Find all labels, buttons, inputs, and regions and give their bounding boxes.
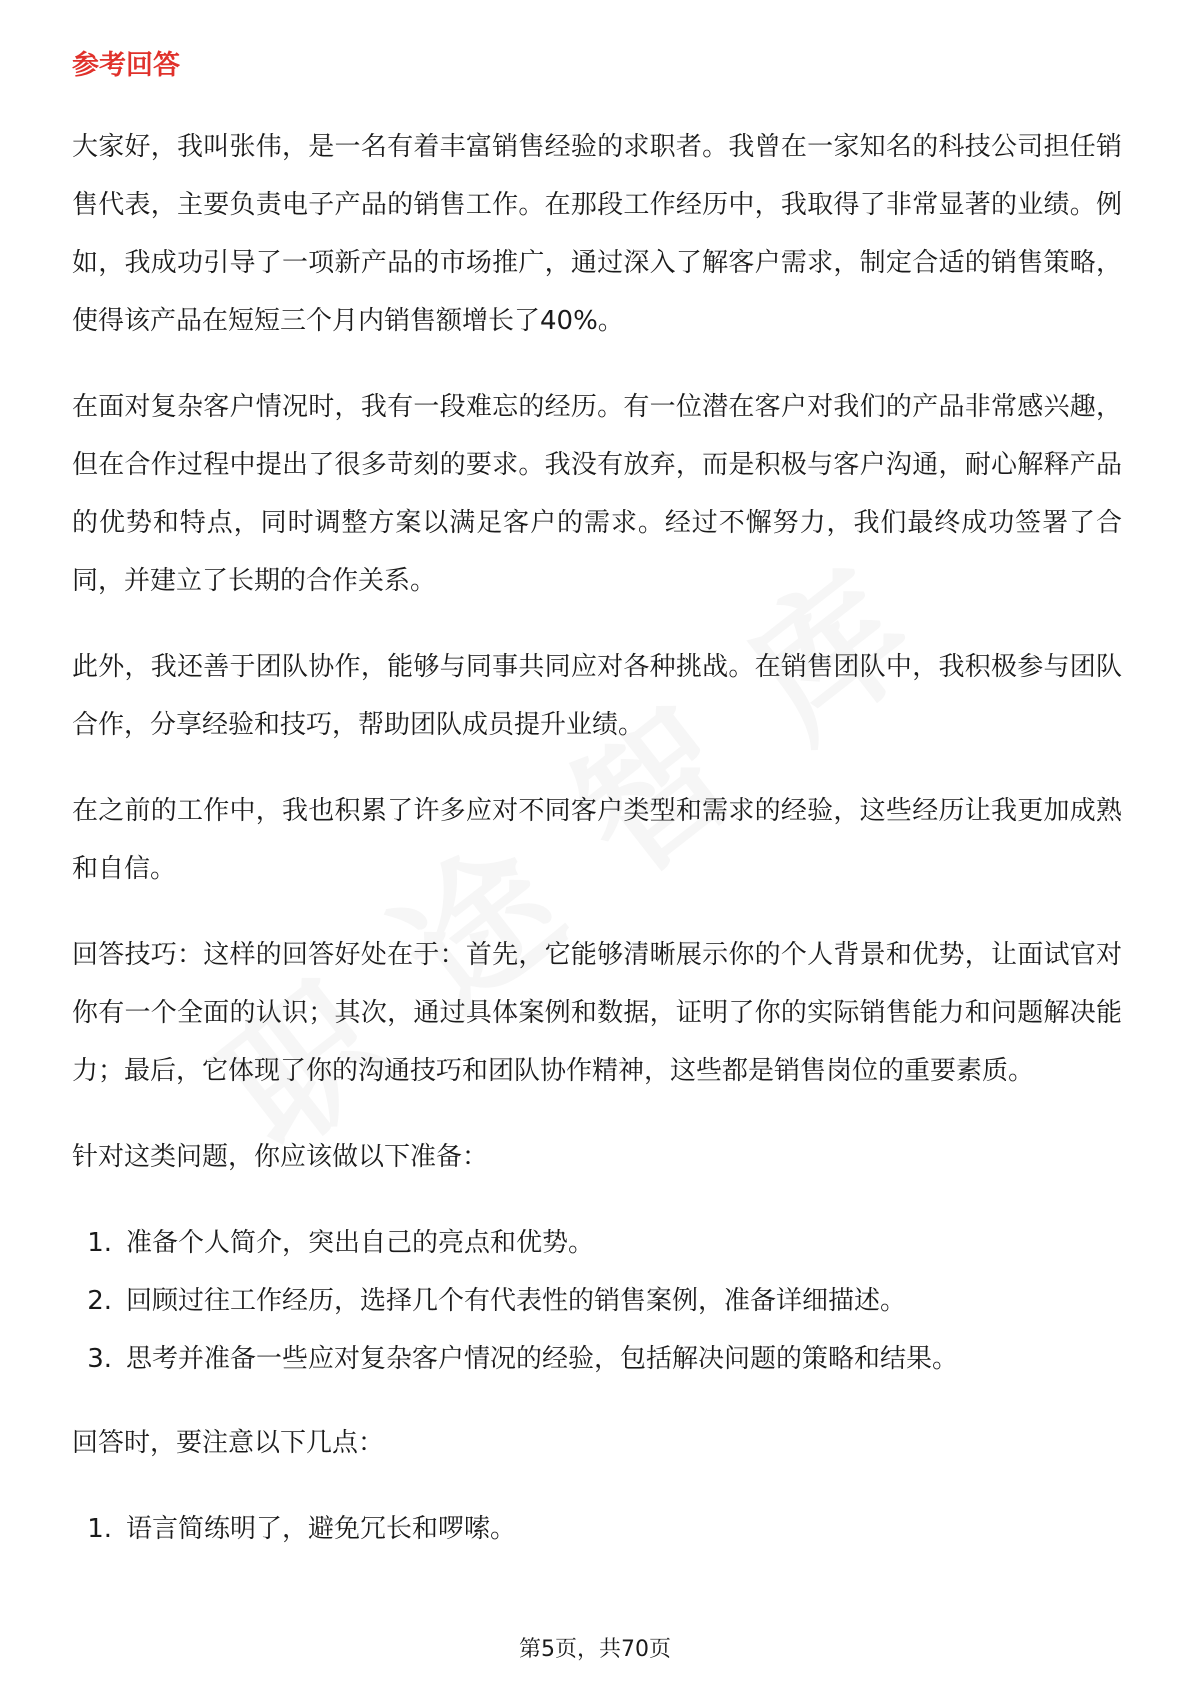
paragraph-experience: 在之前的工作中，我也积累了许多应对不同客户类型和需求的经验，这些经历让我更加成熟和自信。 bbox=[72, 796, 1122, 884]
paragraph-complex-client: 在面对复杂客户情况时，我有一段难忘的经历。有一位潜在客户对我们的产品非常感兴趣，但在合作过程中提出了很多苛刻的要求。我没有放弃，而是积极与客户沟通，耐心解释产品的优势和特点，同时调整方案以满足客户的需求。经过不懈努力，我们最终成功签署了合同，并建立了长期的合作关系。 bbox=[72, 392, 1122, 596]
paragraph-tips: 回答技巧：这样的回答好处在于：首先，它能够清晰展示你的个人背景和优势，让面试官对你有一个全面的认识；其次，通过具体案例和数据，证明了你的实际销售能力和问题解决能力；最后，它体现了你的沟通技巧和团队协作精神，这些都是销售岗位的重要素质。 bbox=[72, 940, 1122, 1086]
prep-list bbox=[72, 1214, 1122, 1388]
list-number: 1. bbox=[87, 1228, 112, 1258]
list-number: 3. bbox=[87, 1344, 112, 1374]
paragraph-prep-intro: 针对这类问题，你应该做以下准备： bbox=[72, 1142, 489, 1172]
list-item bbox=[72, 1330, 1122, 1388]
list-item bbox=[72, 1214, 1122, 1272]
notes-list bbox=[72, 1500, 1122, 1558]
list-text: 思考并准备一些应对复杂客户情况的经验，包括解决问题的策略和结果。 bbox=[126, 1344, 959, 1374]
paragraph-notes-intro: 回答时，要注意以下几点： bbox=[72, 1428, 385, 1458]
list-text: 语言简练明了，避免冗长和啰嗦。 bbox=[126, 1514, 517, 1544]
list-number: 1. bbox=[87, 1514, 112, 1544]
list-item bbox=[72, 1272, 1122, 1330]
paragraph-intro: 大家好，我叫张伟，是一名有着丰富销售经验的求职者。我曾在一家知名的科技公司担任销售代表，主要负责电子产品的销售工作。在那段工作经历中，我取得了非常显著的业绩。例如，我成功引导了一项新产品的市场推广，通过深入了解客户需求，制定合适的销售策略，使得该产品在短短三个月内销售额增长了40%。 bbox=[72, 132, 1122, 336]
list-text: 准备个人简介，突出自己的亮点和优势。 bbox=[126, 1228, 595, 1258]
paragraph-teamwork: 此外，我还善于团队协作，能够与同事共同应对各种挑战。在销售团队中，我积极参与团队合作，分享经验和技巧，帮助团队成员提升业绩。 bbox=[72, 652, 1122, 740]
list-text: 回顾过往工作经历，选择几个有代表性的销售案例，准备详细描述。 bbox=[126, 1286, 907, 1316]
page-footer: 第5页，共70页 bbox=[519, 1637, 671, 1662]
list-item bbox=[72, 1500, 1122, 1558]
list-number: 2. bbox=[87, 1286, 112, 1316]
section-heading: 参考回答 bbox=[72, 50, 180, 81]
document-page bbox=[72, 48, 1122, 1584]
